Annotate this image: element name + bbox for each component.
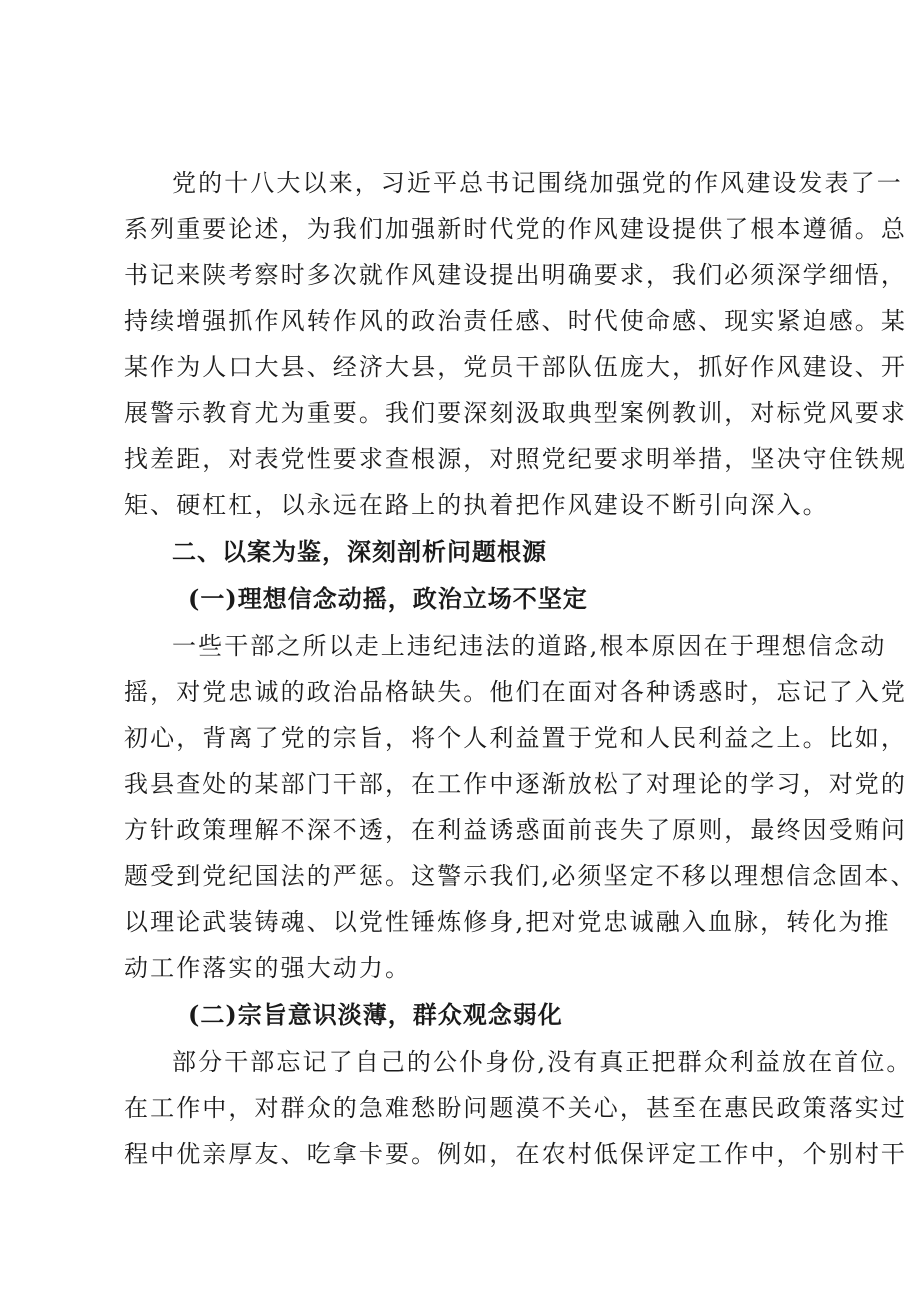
intro-line-7: 找差距，对表党性要求查根源，对照党纪要求明举措，坚决守住铁规 bbox=[124, 445, 907, 473]
sub1-line-4: 我县查处的某部门干部，在工作中逐渐放松了对理论的学习，对党的 bbox=[124, 770, 907, 798]
sub1-line-1: 一些干部之所以走上违纪违法的道路,根本原因在于理想信念动 bbox=[172, 632, 887, 660]
intro-line-2: 系列重要论述，为我们加强新时代党的作风建设提供了根本遵循。总 bbox=[124, 215, 907, 243]
intro-line-1: 党的十八大以来，习近平总书记围绕加强党的作风建设发表了一 bbox=[172, 169, 903, 197]
intro-line-6: 展警示教育尤为重要。我们要深刻汲取典型案例教训，对标党风要求 bbox=[124, 399, 907, 427]
section-2-heading: 二、以案为鉴，深刻剖析问题根源 bbox=[172, 537, 547, 566]
sub2-line-3: 程中优亲厚友、吃拿卡要。例如，在农村低保评定工作中，个别村干 bbox=[124, 1140, 907, 1168]
subsection-1-heading: (一)理想信念动摇，政治立场不坚定 bbox=[188, 584, 588, 613]
sub1-line-6: 题受到党纪国法的严惩。这警示我们,必须坚定不移以理想信念固本、 bbox=[124, 862, 917, 890]
intro-line-8: 矩、硬杠杠，以永远在路上的执着把作风建设不断引向深入。 bbox=[124, 491, 829, 519]
intro-line-3: 书记来陕考察时多次就作风建设提出明确要求，我们必须深学细悟， bbox=[124, 261, 907, 289]
sub1-line-8: 动工作落实的强大动力。 bbox=[124, 954, 412, 982]
sub2-line-2: 在工作中，对群众的急难愁盼问题漠不关心，甚至在惠民政策落实过 bbox=[124, 1094, 907, 1122]
sub1-line-5: 方针政策理解不深不透，在利益诱惑面前丧失了原则，最终因受贿问 bbox=[124, 816, 907, 844]
sub1-line-2: 摇，对党忠诚的政治品格缺失。他们在面对各种诱惑时，忘记了入党 bbox=[124, 678, 907, 706]
sub1-line-7: 以理论武装铸魂、以党性锤炼修身,把对党忠诚融入血脉，转化为推 bbox=[124, 908, 891, 936]
sub1-line-3: 初心，背离了党的宗旨，将个人利益置于党和人民利益之上。比如， bbox=[124, 724, 907, 752]
intro-line-5: 某作为人口大县、经济大县，党员干部队伍庞大，抓好作风建设、开 bbox=[124, 353, 907, 381]
sub2-line-1: 部分干部忘记了自己的公仆身份,没有真正把群众利益放在首位。 bbox=[172, 1048, 913, 1076]
subsection-2-heading: (二)宗旨意识淡薄，群众观念弱化 bbox=[188, 1000, 563, 1029]
intro-line-4: 持续增强抓作风转作风的政治责任感、时代使命感、现实紧迫感。某 bbox=[124, 307, 907, 335]
